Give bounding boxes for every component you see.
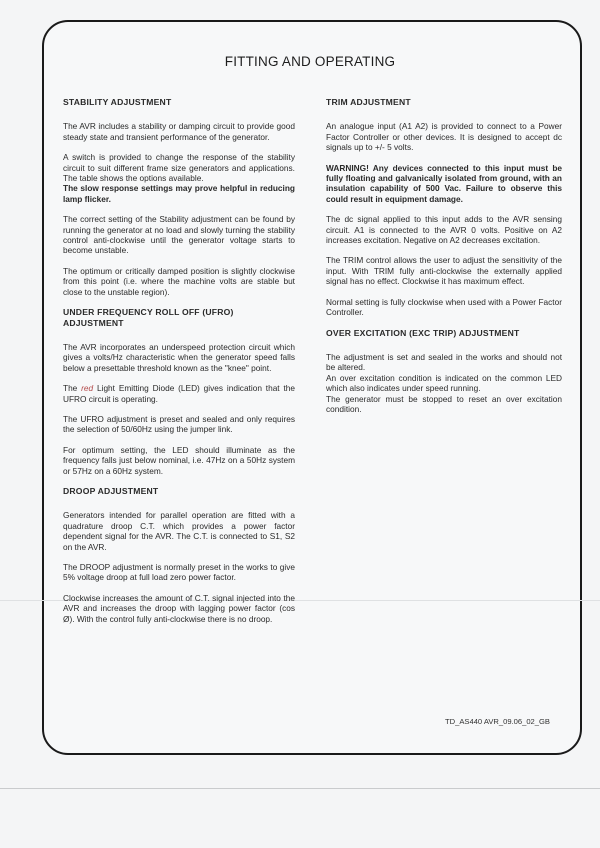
droop-heading: DROOP ADJUSTMENT <box>63 485 159 496</box>
droop-paragraph-3: Clockwise increases the amount of C.T. signal injected into the AVR and increases the droop with lagging power factor (cos Ø). With the control fully anti-clockwise there is no droop. <box>63 592 295 624</box>
droop-paragraph-2: The DROOP adjustment is normally preset in the works to give 5% voltage droop at full load zero power factor. <box>63 562 295 583</box>
ufro-paragraph-2 <box>63 383 295 404</box>
exc-trip-paragraph-2: An over excitation condition is indicated on the common LED which also indicates under speed running. <box>326 372 562 394</box>
document-code: TD_AS440 AVR_09.06_02_GB <box>445 717 550 726</box>
droop-section <box>63 486 295 624</box>
ufro-paragraph-4: For optimum setting, the LED should illuminate as the frequency falls just below nominal, i.e. 47Hz on a 50Hz system or 57Hz on a 60Hz system. <box>63 444 295 476</box>
trim-paragraph-1: An analogue input (A1 A2) is provided to connect to a Power Factor Controller or other devices. It is designed to accept dc signals up to +/- 5 volts. <box>326 121 562 153</box>
stability-paragraph-5: The optimum or critically damped position is slightly clockwise from this point (i.e. where the machine volts are stable but close to the unstable region). <box>63 265 295 297</box>
ufro-p2-post: Light Emitting Diode (LED) gives indication that the UFRO circuit is operating. <box>63 383 295 404</box>
trim-paragraph-3: The TRIM control allows the user to adjust the sensitivity of the input. With TRIM fully anti-clockwise the externally applied signal has no effect. Clockwise it has maximum effect. <box>326 255 562 287</box>
stability-paragraph-1: The AVR includes a stability or damping circuit to provide good steady state and transient performance of the generator. <box>63 121 295 142</box>
exc-trip-paragraph-1: The adjustment is set and sealed in the works and should not be altered. <box>326 351 562 373</box>
exc-trip-heading: OVER EXCITATION (EXC TRIP) ADJUSTMENT <box>326 327 520 338</box>
stability-paragraph-4: The correct setting of the Stability adjustment can be found by running the generator at no load and slowly turning the stability control anti-clockwise until the generator voltage starts to become unstable. <box>63 214 295 256</box>
ufro-paragraph-1: The AVR incorporates an underspeed protection circuit which gives a volts/Hz characteristic when the generator speed falls below a presettable threshold known as the "knee" point. <box>63 341 295 373</box>
stability-paragraph-2: A switch is provided to change the response of the stability circuit to suit different frame size generators and applications. The table shows the options available. <box>63 152 295 184</box>
ufro-p2-red-word: red <box>81 383 94 394</box>
ufro-section <box>63 307 295 476</box>
page-title: FITTING AND OPERATING <box>224 54 396 69</box>
paper-fold-line <box>0 788 600 789</box>
right-column <box>326 97 562 424</box>
trim-section <box>326 97 562 318</box>
left-column <box>63 97 295 634</box>
ufro-p2-pre: The <box>63 383 82 394</box>
ufro-paragraph-3: The UFRO adjustment is preset and sealed and only requires the selection of 50/60Hz using the jumper link. <box>63 413 295 435</box>
exc-trip-section <box>326 328 562 415</box>
stability-section <box>63 97 295 297</box>
stability-heading: STABILITY ADJUSTMENT <box>63 97 172 107</box>
trim-warning: WARNING! Any devices connected to this input must be fully floating and galvanically isolated from ground, with an insulation capability of 500 Vac. Failure to observe this could result in equipment damage. <box>326 162 562 204</box>
droop-paragraph-1: Generators intended for parallel operation are fitted with a quadrature droop C.T. which provides a power factor dependent signal for the AVR. The C.T. is connected to S1, S2 on the AVR. <box>63 510 295 552</box>
exc-trip-paragraph-3: The generator must be stopped to reset an over excitation condition. <box>326 393 562 414</box>
trim-heading: TRIM ADJUSTMENT <box>326 97 411 107</box>
stability-paragraph-3: The slow response settings may prove helpful in reducing lamp flicker. <box>63 183 295 204</box>
ufro-heading: UNDER FREQUENCY ROLL OFF (UFRO) ADJUSTMENT <box>63 307 234 328</box>
trim-paragraph-4: Normal setting is fully clockwise when used with a Power Factor Controller. <box>326 296 562 318</box>
trim-paragraph-2: The dc signal applied to this input adds to the AVR sensing circuit. A1 is connected to the AVR 0 volts. Positive on A2 increases excitation. Negative on A2 decreases excitation. <box>326 214 562 246</box>
